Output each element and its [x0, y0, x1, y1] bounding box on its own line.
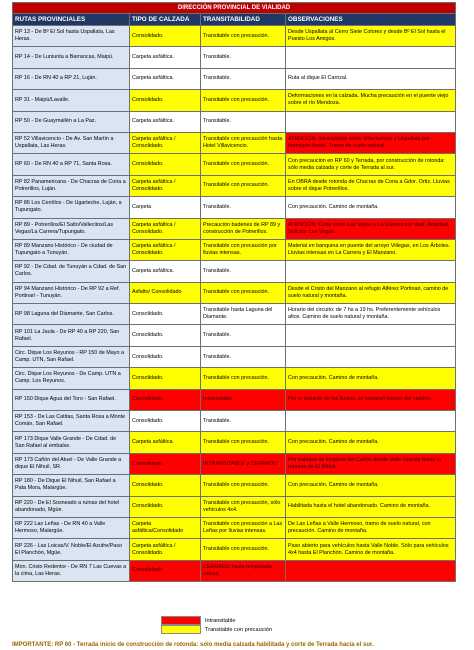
route-cell: RP 60 - De RN 40 a RP 71, Santa Rosa. — [13, 154, 130, 175]
table-row — [13, 90, 456, 111]
calzada-cell: Carpeta asfáltica. — [130, 432, 201, 453]
route-cell: RP 180 - De Dique El Nihuil, San Rafael a Pata Mora, Malargüe. — [13, 475, 130, 496]
calzada-cell: Consolidado. — [130, 411, 201, 432]
calzada-cell: Carpeta asfáltica. — [130, 261, 201, 282]
route-cell: RP 14 - De Luniunta a Barrancas, Maipú. — [13, 47, 130, 68]
transitabilidad-cell: Transitable con precaución. — [201, 539, 286, 560]
route-cell: RP 82 Panamericana - De Chacras de Coria a Potrerillos, Luján. — [13, 175, 130, 196]
observaciones-cell: Por el impacto de las lluvias, se tomaron tramos del camino. — [286, 389, 456, 410]
route-cell: RP 89 - Potrerillos/El Salto/Vallecitos/Las Vegas/La Carrera/Tupungato. — [13, 218, 130, 239]
table-body — [13, 26, 456, 582]
calzada-cell: Consolidado. — [130, 346, 201, 367]
header-calzada: TIPO DE CALZADA — [130, 14, 201, 26]
table-row — [13, 453, 456, 474]
transitabilidad-cell: Transitable hasta Laguna del Diamante. — [201, 304, 286, 325]
observaciones-cell: ATENCIÓN: intransitable entre Villavicencio y Uspallata por hormigón fluvial. Tramo de suelo natural. — [286, 132, 456, 153]
calzada-cell: Carpeta asfáltica. — [130, 111, 201, 132]
table-row — [13, 389, 456, 410]
transitabilidad-cell: Transitable. — [201, 261, 286, 282]
calzada-cell: Consolidado. — [130, 154, 201, 175]
transitabilidad-cell: INTRANSITABLE y CERRADO — [201, 453, 286, 474]
calzada-cell: Carpeta asfáltica / Consolidado. — [130, 239, 201, 260]
calzada-cell: Asfalto/ Consolidado — [130, 282, 201, 303]
transitabilidad-cell: Transitable con precaución. — [201, 26, 286, 47]
road-status-table — [12, 2, 456, 582]
calzada-cell: Consolidado. — [130, 325, 201, 346]
legend-label-precaucion: Transitable con precaución — [205, 626, 272, 633]
transitabilidad-cell: Precaución badenes de RP 89 y construcción de Potrerillos. — [201, 218, 286, 239]
transitabilidad-cell: Transitable. — [201, 325, 286, 346]
observaciones-cell: ATENCIÓN: Corte entre Las Vegas y La Carrera por alud. Amplitud. Solicitar Las Vegas. — [286, 218, 456, 239]
observaciones-cell: Horario del circuito: de 7 hs a 19 hs. Preferentemente vehículos altos. Camino de suelo natural y montaña. — [286, 304, 456, 325]
observaciones-cell: Ruta al dique El Carrizal. — [286, 68, 456, 89]
observaciones-cell: Deformaciones en la calzada. Mucha precaución en el puente viejo sobre el río Mendoza. — [286, 90, 456, 111]
calzada-cell: Consolidado. — [130, 475, 201, 496]
route-cell: RP 153 - De Las Catitas, Santa Rosa a Monte Comán, San Rafael. — [13, 411, 130, 432]
calzada-cell: Carpeta asfáltica. — [130, 47, 201, 68]
calzada-cell: Consolidado. — [130, 496, 201, 517]
transitabilidad-cell: Transitable con precaución. — [201, 175, 286, 196]
transitabilidad-cell: Transitable con precaución a Las Leñas por lluvias intensas. — [201, 517, 286, 538]
calzada-cell: Carpeta asfáltica. — [130, 68, 201, 89]
header-rutas: RUTAS PROVINCIALES — [13, 14, 130, 26]
transitabilidad-cell: Transitable. — [201, 411, 286, 432]
route-cell: RP 220 - De El Sosneado a ruinas del hotel abandonado, Mgüe. — [13, 496, 130, 517]
calzada-cell: Carpeta asfáltica / Consolidado. — [130, 539, 201, 560]
table-row — [13, 282, 456, 303]
table-row — [13, 432, 456, 453]
header-observaciones: OBSERVACIONES — [286, 14, 456, 26]
route-cell: RP 173 Dique Valle Grande - De Cdad. de San Rafael al embalse. — [13, 432, 130, 453]
legend-label-intransitable: Intransitable — [205, 617, 236, 624]
legend-swatch-yellow — [161, 625, 201, 634]
table-row — [13, 368, 456, 389]
transitabilidad-cell: Transitable con precaución. — [201, 368, 286, 389]
calzada-cell: Consolidado. — [130, 389, 201, 410]
route-cell: RP 89 Manzano Histórico - De ciudad de Tupungato a Tunuyán. — [13, 239, 130, 260]
observaciones-cell: Con precaución. Camino de montaña. — [286, 368, 456, 389]
transitabilidad-cell: Transitable con precaución, sólo vehículos 4x4. — [201, 496, 286, 517]
observaciones-cell: Habilitada hasta el hotel abandonado. Camino de montaña. — [286, 496, 456, 517]
route-cell: RP 150 Dique Agua del Toro - San Rafael. — [13, 389, 130, 410]
table-row — [13, 197, 456, 218]
observaciones-cell — [286, 411, 456, 432]
observaciones-cell: Con precaución. Camino de montaña. — [286, 197, 456, 218]
transitabilidad-cell: Transitable. — [201, 68, 286, 89]
observaciones-cell — [286, 346, 456, 367]
table-row — [13, 475, 456, 496]
transitabilidad-cell: Transitable con precaución. — [201, 475, 286, 496]
observaciones-cell — [286, 47, 456, 68]
route-cell: RP 86 Los Cerrillos - De Ugarteche, Luján, a Tupungato. — [13, 197, 130, 218]
transitabilidad-cell: Transitable con precaución. — [201, 90, 286, 111]
route-cell: RP 94 Manzano Histórico - De RP 92 a Ref. Portinari - Tunuyán. — [13, 282, 130, 303]
calzada-cell: Consolidado. — [130, 560, 201, 581]
calzada-cell: Consolidado. — [130, 368, 201, 389]
table-row — [13, 517, 456, 538]
table-row — [13, 411, 456, 432]
transitabilidad-cell: Transitable con precaución. — [201, 282, 286, 303]
observaciones-cell: Desde Uspallata al Cerro Siete Colores y desde Bº El Sol hasta el Puesto Los Amigos. — [286, 26, 456, 47]
observaciones-cell: Material en banquina en puente del arroyo Villegas, en Los Árboles. Lluvias intensas en La Carrera y El Manzano. — [286, 239, 456, 260]
calzada-cell: Carpeta asfáltica / Consolidado. — [130, 175, 201, 196]
observaciones-cell: Con precaución. Camino de montaña. — [286, 475, 456, 496]
table-row — [13, 539, 456, 560]
route-cell: RP 92 - De Cdad. de Tunuyán a Cdad. de San Carlos. — [13, 261, 130, 282]
observaciones-cell: Paso abierto para vehículos hasta Valle Noble. Sólo para vehículos 4x4 hasta El Planchón. Camino de montaña. — [286, 539, 456, 560]
important-note: IMPORTANTE: RP 60 - Terrada inicio de construcción de rotonda: sólo media calzada habilitada y corte de Terrada hacia el sur. — [12, 642, 374, 648]
transitabilidad-cell: Transitable. — [201, 47, 286, 68]
observaciones-cell: Desde el Cristo del Manzano al refugio Alférez Portinari, camino de suelo natural y montaña. — [286, 282, 456, 303]
table-row — [13, 560, 456, 581]
observaciones-cell: En OBRA desde rotonda de Chacras de Coria a Gdor. Ortiz. Lluvias sobre el dique Potrerillos. — [286, 175, 456, 196]
observaciones-cell: Con precaución en RP 60 y Terrada, por construcción de rotonda: sólo media calzada y corte de Terrada al sur. — [286, 154, 456, 175]
calzada-cell: Consolidado. — [130, 90, 201, 111]
table-row — [13, 26, 456, 47]
table-row — [13, 239, 456, 260]
table-row — [13, 154, 456, 175]
calzada-cell: Consolidado. — [130, 304, 201, 325]
calzada-cell: Carpeta asfáltica/Consolidado — [130, 517, 201, 538]
header-transitabilidad: TRANSITABILIDAD — [201, 14, 286, 26]
calzada-cell: Consolidado. — [130, 26, 201, 47]
route-cell: Circ. Dique Los Reyunos - RP 150 de Mayo a Camp. UTN, San Rafael. — [13, 346, 130, 367]
observaciones-cell: Con precaución. Camino de montaña. — [286, 432, 456, 453]
calzada-cell: Carpeta asfáltica / Consolidado. — [130, 132, 201, 153]
route-cell: RP 52 Villavicencio - De Av. San Martín a Uspallata, Las Heras. — [13, 132, 130, 153]
route-cell: RP 226 - Las Loicas/V. Noble/El Azufre/Paso El Planchón, Mgüe. — [13, 539, 130, 560]
observaciones-cell — [286, 560, 456, 581]
observaciones-cell — [286, 261, 456, 282]
table-row — [13, 325, 456, 346]
transitabilidad-cell: Transitable con precaución por lluvias intensas. — [201, 239, 286, 260]
transitabilidad-cell: Transitable con precaución. — [201, 432, 286, 453]
route-cell: Circ. Dique Los Reyunos - De Camp. UTN a Camp. Los Reyunos. — [13, 368, 130, 389]
route-cell: RP 98 Laguna del Diamante, San Carlos. — [13, 304, 130, 325]
transitabilidad-cell: Transitable con precaución. — [201, 154, 286, 175]
table-row — [13, 218, 456, 239]
table-row — [13, 132, 456, 153]
route-cell: RP 31 - Maipú/Lavalle. — [13, 90, 130, 111]
route-cell: Mon. Cristo Redentor - De RN 7 Las Cuevas a la cima, Las Heras. — [13, 560, 130, 581]
table-title: DIRECCIÓN PROVINCIAL DE VIALIDAD — [13, 3, 456, 14]
table-row — [13, 304, 456, 325]
table-row — [13, 346, 456, 367]
observaciones-cell — [286, 325, 456, 346]
table-row — [13, 496, 456, 517]
route-cell: RP 222 Las Leñas - De RN 40 a Valle Hermoso, Malargüe. — [13, 517, 130, 538]
transitabilidad-cell: CERRADO hasta temporada estival. — [201, 560, 286, 581]
route-cell: RP 50 - De Guaymallén a La Paz. — [13, 111, 130, 132]
observaciones-cell — [286, 111, 456, 132]
table-row — [13, 175, 456, 196]
route-cell: RP 16 - De RN 40 a RP 21, Luján. — [13, 68, 130, 89]
table-row — [13, 111, 456, 132]
transitabilidad-cell: Transitable. — [201, 197, 286, 218]
transitabilidad-cell: Transitable con precaución hasta Hotel Villavicencio. — [201, 132, 286, 153]
transitabilidad-cell: Transitable. — [201, 111, 286, 132]
route-cell: RP 173 Cañón del Atuel - De Valle Grande a dique El Nihuil, SR. — [13, 453, 130, 474]
legend — [161, 616, 272, 634]
observaciones-cell: Por trabajos de limpieza del Cañón desde Valle Grande hasta la represa de El Nihuil. — [286, 453, 456, 474]
transitabilidad-cell: Intransitable — [201, 389, 286, 410]
observaciones-cell: De Las Leñas a Valle Hermoso, tramo de suelo natural, con precaución. Camino de montaña. — [286, 517, 456, 538]
transitabilidad-cell: Transitable. — [201, 346, 286, 367]
legend-item-intransitable — [161, 616, 272, 625]
legend-swatch-red — [161, 616, 201, 625]
route-cell: RP 101 La Jaula - De RP 40 a RP 220, San Rafael. — [13, 325, 130, 346]
route-cell: RP 13 - De Bº El Sol hasta Uspallata, Las Heras. — [13, 26, 130, 47]
table-row — [13, 261, 456, 282]
calzada-cell: Carpeta — [130, 197, 201, 218]
table-row — [13, 47, 456, 68]
calzada-cell: Carpeta asfáltica / Consolidado. — [130, 218, 201, 239]
calzada-cell: Consolidado. — [130, 453, 201, 474]
table-row — [13, 68, 456, 89]
legend-item-precaucion — [161, 625, 272, 634]
